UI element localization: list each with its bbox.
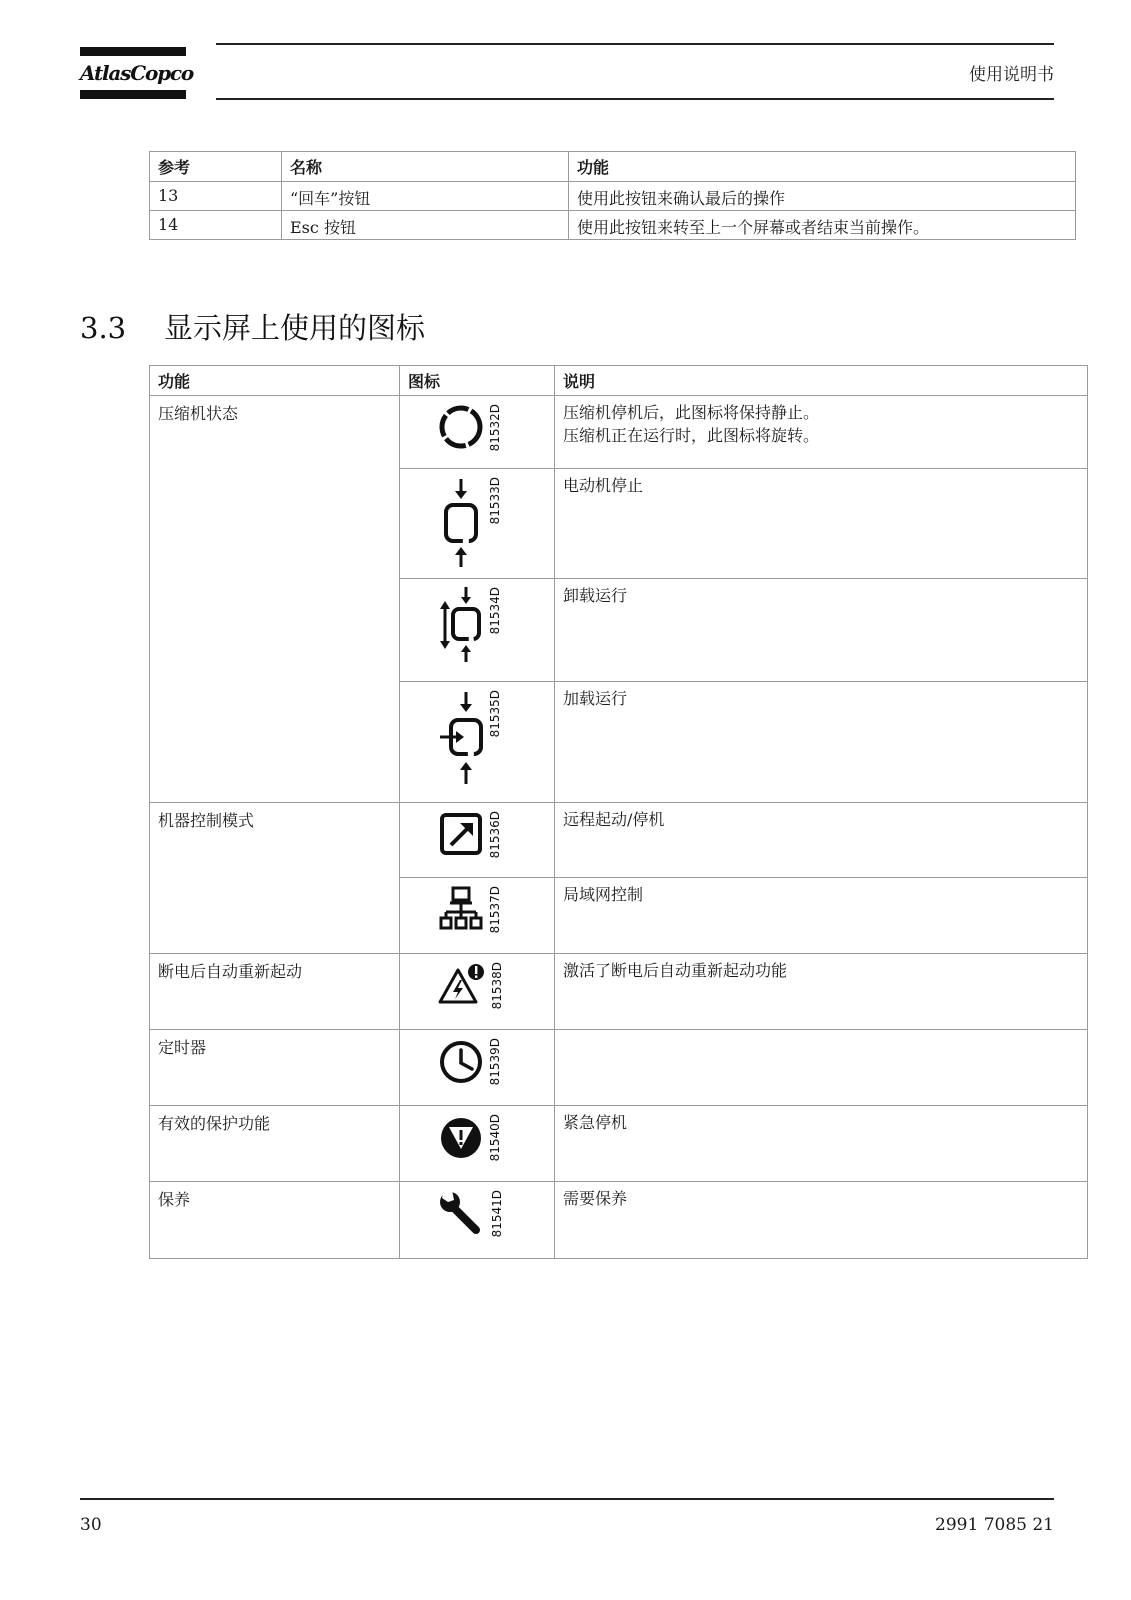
description-line: 压缩机停机后，此图标将保持静止。 [563,403,820,422]
description-line: 卸载运行 [563,586,628,605]
button-reference-table [149,151,1076,240]
table-row [150,803,1088,878]
table-row [150,396,1088,469]
description-line: 电动机停止 [563,476,644,495]
document-number: 2991 7085 21 [935,1515,1054,1535]
description-line: 远程起动/停机 [563,810,665,829]
name-cell: “回车”按钮 [282,182,569,211]
icon-cell [400,954,555,1030]
table-row [150,954,1088,1030]
document-type-title: 使用说明书 [969,65,1054,85]
logo-bar-bottom [80,90,186,99]
footer-rule [80,1498,1054,1500]
section-heading [80,306,425,347]
description-cell [555,1182,1088,1259]
description-line: 激活了断电后自动重新起动功能 [563,961,788,980]
loaded-running-icon [438,688,484,788]
description-cell [555,579,1088,682]
group-cell: 机器控制模式 [150,803,400,954]
table-row [150,1030,1088,1106]
icon-code: 81536D [488,811,502,859]
table-header-row [150,152,1076,182]
logo-brand-text: AtlasCopco [80,61,193,85]
description-line: 紧急停机 [563,1113,628,1132]
icon-cell [400,396,555,469]
col-header-description: 说明 [555,366,1088,396]
icon-code: 81535D [488,690,502,738]
description-cell [555,396,1088,469]
group-cell: 有效的保护功能 [150,1106,400,1182]
remote-start-stop-icon [438,809,484,859]
icon-cell [400,1030,555,1106]
wrench-icon [438,1188,486,1240]
icon-code: 81532D [488,404,502,452]
description-cell [555,878,1088,954]
table-row [150,211,1076,240]
icon-cell [400,878,555,954]
auto-restart-warning-icon [438,960,486,1010]
function-cell: 使用此按钮来转至上一个屏幕或者结束当前操作。 [569,211,1076,240]
icon-code: 81537D [488,886,502,934]
description-cell [555,469,1088,579]
group-cell: 定时器 [150,1030,400,1106]
col-header-reference: 参考 [150,152,282,182]
table-row [150,1182,1088,1259]
table-row [150,182,1076,211]
description-cell [555,954,1088,1030]
icon-cell [400,803,555,878]
atlas-copco-logo [80,44,193,100]
description-cell [555,682,1088,803]
icon-code: 81534D [488,587,502,635]
description-line: 局域网控制 [563,885,644,904]
icon-cell [400,469,555,579]
header-rule-bottom [216,98,1054,100]
unloaded-running-icon [438,585,484,665]
description-cell [555,1030,1088,1106]
table-header-row [150,366,1088,396]
emergency-stop-icon [438,1112,484,1162]
name-cell: Esc 按钮 [282,211,569,240]
description-line: 加载运行 [563,689,628,708]
icon-cell [400,682,555,803]
section-title: 显示屏上使用的图标 [164,311,426,345]
group-cell: 断电后自动重新起动 [150,954,400,1030]
icon-code: 81539D [488,1038,502,1086]
icon-cell [400,1182,555,1259]
col-header-icon: 图标 [400,366,555,396]
col-header-function: 功能 [569,152,1076,182]
icon-code: 81540D [488,1114,502,1162]
page-number: 30 [80,1515,102,1535]
icon-cell [400,579,555,682]
lan-control-icon [438,884,484,934]
description-line: 压缩机正在运行时，此图标将旋转。 [563,426,820,445]
description-line: 需要保养 [563,1189,628,1208]
icon-code: 81541D [490,1190,504,1238]
table-row [150,1106,1088,1182]
description-cell [555,803,1088,878]
logo-bar-top [80,47,186,56]
motor-stopped-icon [438,475,484,571]
reference-cell: 14 [150,211,282,240]
col-header-name: 名称 [282,152,569,182]
col-header-function: 功能 [150,366,400,396]
group-cell: 保养 [150,1182,400,1259]
icon-code: 81533D [488,477,502,525]
header-rule-top [216,43,1054,45]
section-number: 3.3 [80,311,127,345]
function-cell: 使用此按钮来确认最后的操作 [569,182,1076,211]
compressor-circle-icon [438,402,484,452]
display-icons-table [149,365,1088,1259]
group-cell: 压缩机状态 [150,396,400,803]
description-cell [555,1106,1088,1182]
reference-cell: 13 [150,182,282,211]
timer-clock-icon [438,1036,484,1086]
icon-cell [400,1106,555,1182]
icon-code: 81538D [490,962,504,1010]
